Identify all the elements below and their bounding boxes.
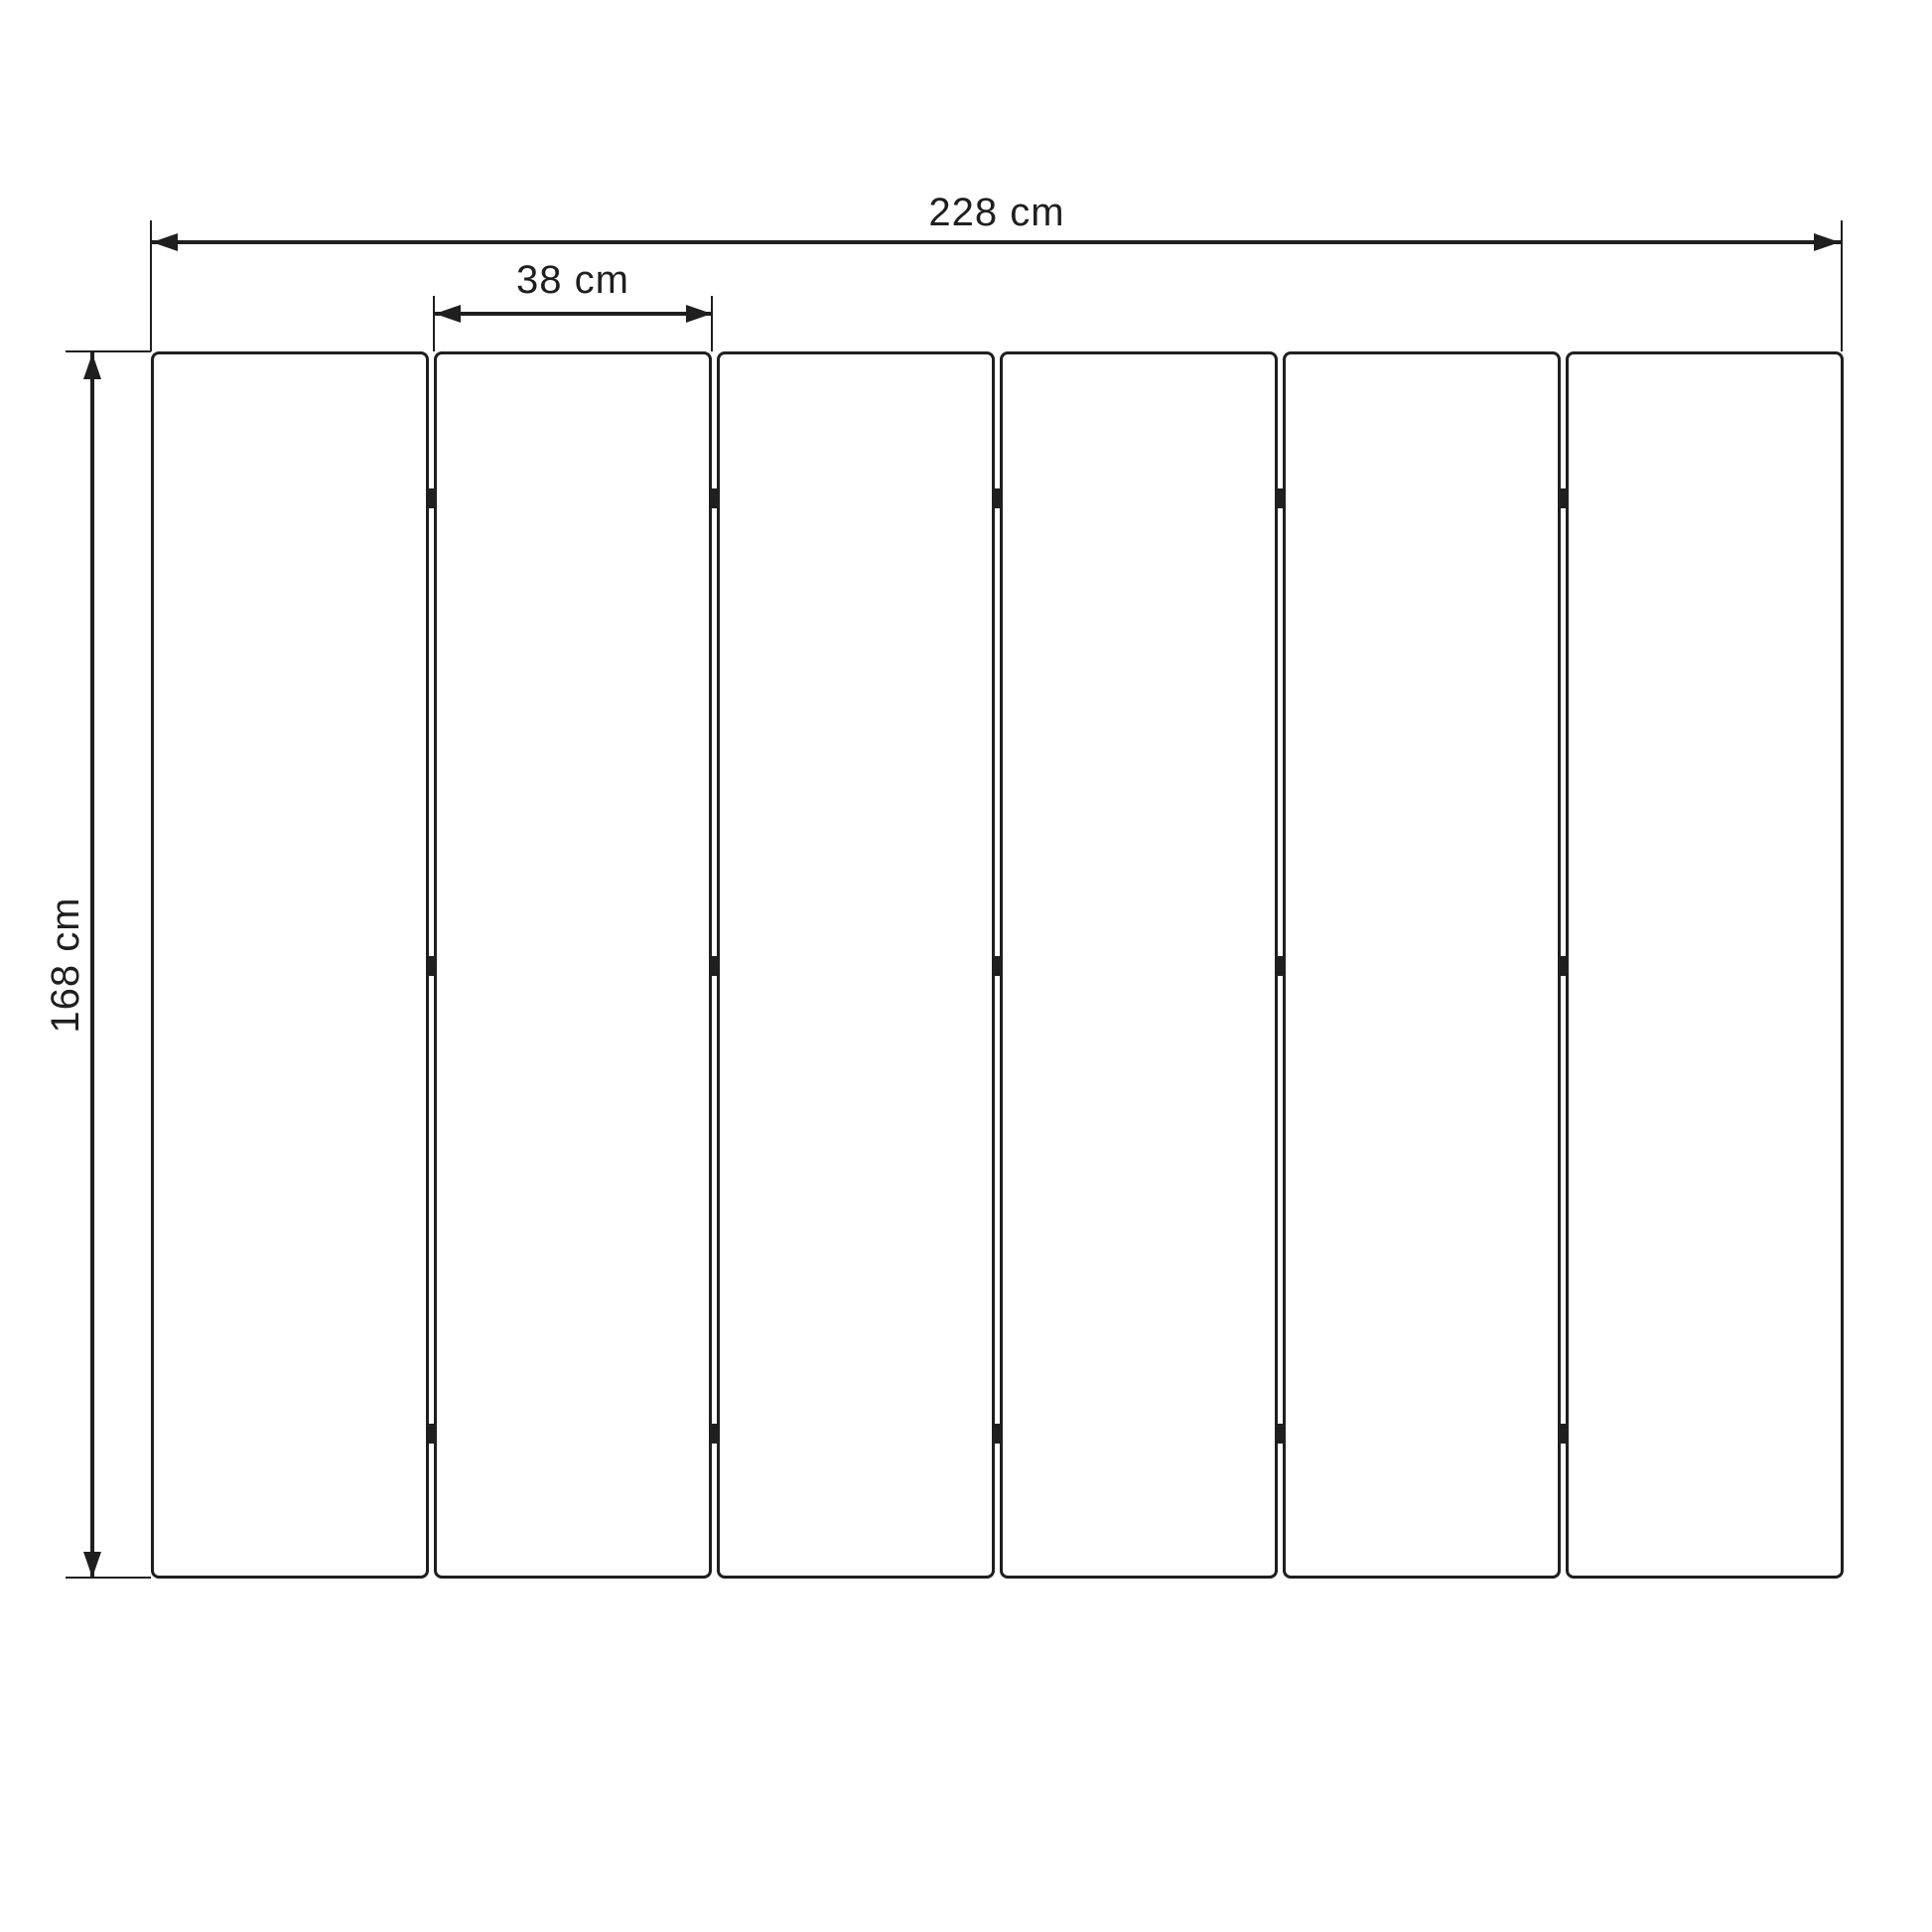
- panel: [717, 351, 995, 1579]
- panel-connector: [994, 956, 1001, 976]
- panel-connector: [711, 1424, 718, 1444]
- panel-connector: [428, 488, 435, 508]
- panel: [1000, 351, 1278, 1579]
- panel-width-dimension-label: 38 cm: [516, 258, 629, 302]
- height-extension-line-top: [66, 350, 151, 352]
- total-width-arrow-left-icon: [152, 233, 178, 251]
- panel-connector: [711, 488, 718, 508]
- height-dimension-line: [90, 351, 94, 1579]
- panel-connector: [1277, 1424, 1284, 1444]
- total-width-dimension-label: 228 cm: [928, 191, 1065, 234]
- panel-connector: [1560, 1424, 1567, 1444]
- panel-connector: [428, 956, 435, 976]
- panel-connector: [428, 1424, 435, 1444]
- panel: [1566, 351, 1844, 1579]
- height-extension-line-bottom: [66, 1577, 151, 1579]
- panel-connector: [1560, 956, 1567, 976]
- height-arrow-up-icon: [83, 353, 101, 379]
- panel-width-arrow-right-icon: [686, 305, 712, 323]
- panel: [151, 351, 429, 1579]
- panel: [1283, 351, 1561, 1579]
- panel-connector: [994, 488, 1001, 508]
- panel-connector: [711, 956, 718, 976]
- total-width-arrow-right-icon: [1814, 233, 1840, 251]
- height-dimension-label: 168 cm: [44, 897, 87, 1034]
- panel-width-arrow-left-icon: [435, 305, 461, 323]
- total-width-dimension-line: [151, 240, 1843, 244]
- panel-connector: [994, 1424, 1001, 1444]
- panel-width-dimension-line: [434, 312, 713, 316]
- panel: [434, 351, 712, 1579]
- panel-connector: [1277, 956, 1284, 976]
- panel-connector: [1560, 488, 1567, 508]
- panel-connector: [1277, 488, 1284, 508]
- height-arrow-down-icon: [83, 1552, 101, 1578]
